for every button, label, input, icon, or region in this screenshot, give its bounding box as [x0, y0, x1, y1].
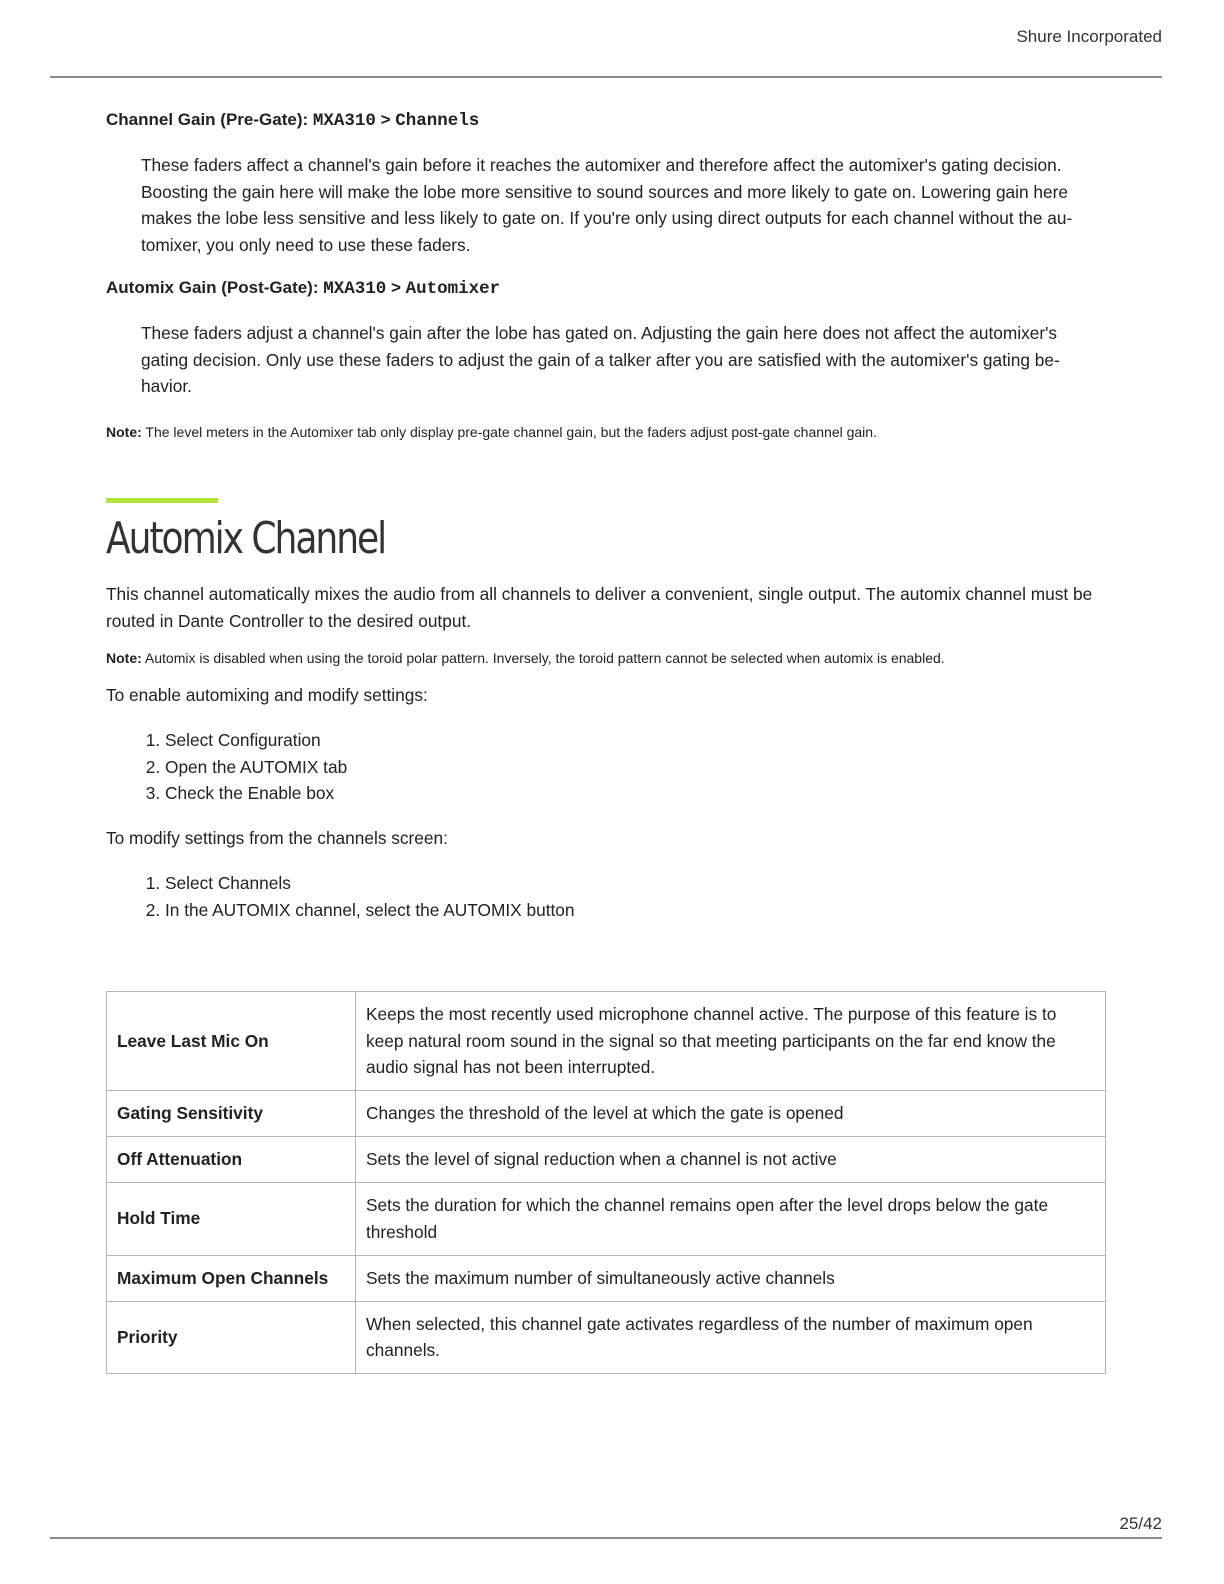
setting-description: Keeps the most recently used microphone channel active. The purpose of this feature is to keep natural room sound in the signal so that meeting participants on the far end know the audio signal has not been interrupted.	[356, 992, 1106, 1091]
setting-description: When selected, this channel gate activates regardless of the number of maximum open channels.	[356, 1301, 1106, 1373]
note-label: Note:	[106, 650, 142, 667]
automix-settings-table	[106, 991, 1106, 1374]
note-text: The level meters in the Automixer tab only display pre-gate channel gain, but the faders adjust post-gate channel gain.	[141, 423, 877, 440]
list-item: 2. In the AUTOMIX channel, select the AUTOMIX button	[165, 897, 1106, 924]
table-row	[107, 1137, 1106, 1183]
channel-gain-label: Channel Gain (Pre-Gate):	[106, 110, 313, 129]
setting-term: Off Attenuation	[107, 1137, 356, 1183]
header-company-name: Shure Incorporated	[1016, 27, 1162, 46]
setting-description: Sets the level of signal reduction when a channel is not active	[356, 1137, 1106, 1183]
table-row	[107, 1301, 1106, 1373]
setting-term: Maximum Open Channels	[107, 1255, 356, 1301]
automix-gain-path-separator: >	[386, 277, 406, 297]
channel-gain-heading	[106, 107, 1106, 134]
footer-divider	[50, 1537, 1162, 1539]
channel-gain-path-separator: >	[375, 110, 396, 129]
list-item: 2. Open the AUTOMIX tab	[165, 754, 1106, 781]
table-row	[107, 992, 1106, 1091]
section-accent-bar	[106, 498, 218, 503]
page-content	[106, 107, 1106, 923]
automix-gain-description: These faders adjust a channel's gain after the lobe has gated on. Adjusting the gain here does not affect the automixer's gating decision. Only use these faders to adjust the gain of a talker after you are satisfied with the automixer's gating be-havior.	[141, 322, 1060, 397]
automix-gain-label: Automix Gain (Post-Gate):	[106, 277, 324, 297]
header-divider	[50, 76, 1162, 78]
enable-steps-list	[106, 727, 1106, 807]
channel-gain-path-device: MXA310	[312, 111, 376, 131]
table-row	[107, 1091, 1106, 1137]
enable-intro: To enable automixing and modify settings:	[106, 685, 428, 706]
automix-gain-path-device: MXA310	[323, 278, 387, 299]
toroid-note	[106, 648, 1106, 668]
channel-gain-description: These faders affect a channel's gain before it reaches the automixer and therefore affect the automixer's gating decision. Boosting the gain here will make the lobe more sensitive to sound sources and more likely to gate on. Lowering gain here makes the lobe less sensitive and less likely to gate on. If you're only using direct outputs for each channel without the au-tomixer, you only need to use these faders.	[141, 155, 1073, 256]
table-row	[107, 1183, 1106, 1255]
setting-description: Sets the duration for which the channel remains open after the level drops below the gate threshold	[356, 1183, 1106, 1255]
channels-intro: To modify settings from the channels screen:	[106, 828, 448, 849]
list-item: 3. Check the Enable box	[165, 780, 1106, 807]
level-meter-note	[106, 422, 1106, 442]
automix-intro: This channel automatically mixes the audio from all channels to deliver a convenient, single output. The automix channel must be routed in Dante Controller to the desired output.	[106, 583, 1093, 631]
note-label: Note:	[106, 423, 142, 440]
note-text: Automix is disabled when using the toroid polar pattern. Inversely, the toroid pattern cannot be selected when automix is enabled.	[141, 650, 945, 667]
setting-description: Sets the maximum number of simultaneously active channels	[356, 1255, 1106, 1301]
automix-gain-heading	[106, 275, 1106, 302]
section-title: Automix Channel	[106, 512, 386, 564]
setting-term: Hold Time	[107, 1183, 356, 1255]
automix-gain-path-page: Automixer	[405, 278, 501, 299]
page-number: 25/42	[1119, 1514, 1162, 1533]
setting-description: Changes the threshold of the level at which the gate is opened	[356, 1091, 1106, 1137]
channels-steps-list	[106, 870, 1106, 923]
channel-gain-path-page: Channels	[395, 111, 480, 131]
list-item: 1. Select Channels	[165, 870, 1106, 897]
setting-term: Gating Sensitivity	[107, 1091, 356, 1137]
setting-term: Leave Last Mic On	[107, 992, 356, 1091]
setting-term: Priority	[107, 1301, 356, 1373]
table-row	[107, 1255, 1106, 1301]
list-item: 1. Select Configuration	[165, 727, 1106, 754]
